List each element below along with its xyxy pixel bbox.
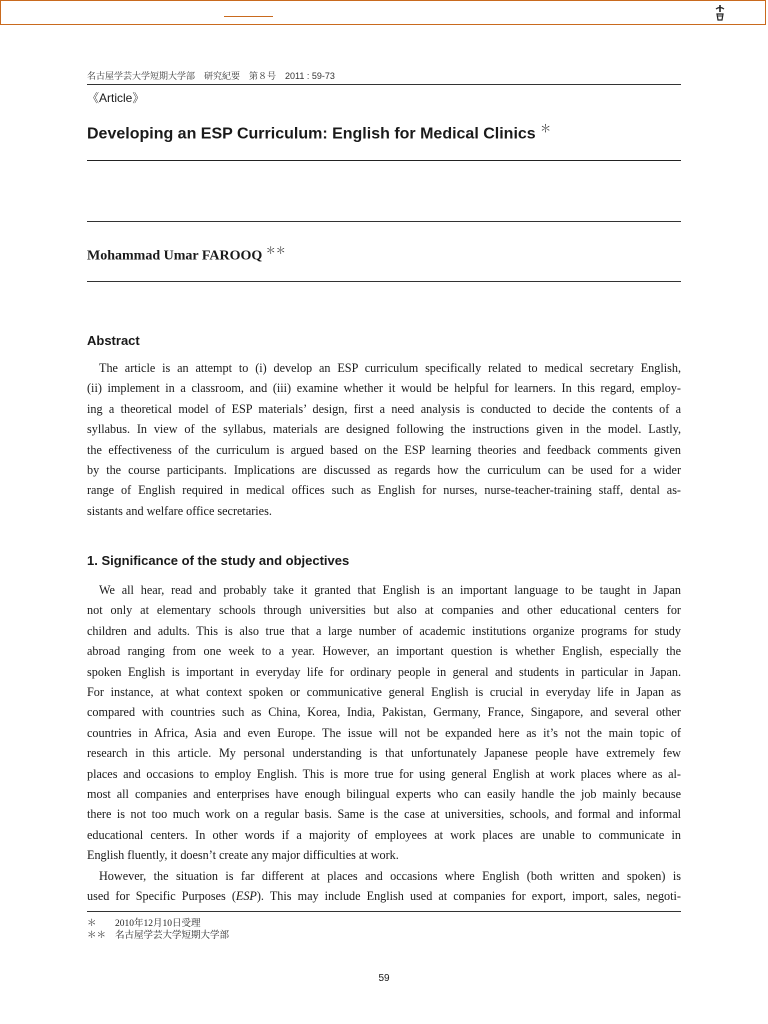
- toolbar-link-underline[interactable]: [224, 16, 273, 17]
- abstract-line: (ii) implement in a classroom, and (iii) examine whether it would be helpful for learners. In this regard, employ-: [87, 381, 681, 396]
- footnote-mark: ＊＊: [87, 931, 107, 941]
- abstract-body: [87, 358, 681, 521]
- abstract-line: the effectiveness of the curriculum is argued based on the ESP learning theories and feedback comments given: [87, 442, 681, 457]
- body-line: However, the situation is far different at places and occasions where English (both written and spoken) is: [99, 868, 681, 883]
- section-body: [87, 580, 681, 907]
- paper-title: [87, 120, 551, 143]
- footnote-rule: [87, 911, 681, 912]
- author-top-rule: [87, 221, 681, 222]
- footnote-mark: ＊: [87, 919, 97, 929]
- title-footnote-mark: ＊: [540, 123, 552, 135]
- abstract-line: by the course participants. Implications are discussed as regards how the curriculum can be used for a wider: [87, 463, 681, 478]
- author-name-text: Mohammad Umar FAROOQ: [87, 248, 263, 264]
- abstract-line: ing a theoretical model of ESP materials’ design, first a need analysis is conducted to decide the contents of a: [87, 401, 681, 416]
- body-line: educational centers. In other words if a majority of employees at work places are unable to communicate in: [87, 827, 681, 842]
- author-bottom-rule: [87, 281, 681, 282]
- body-line: there is not too much work on a regular basis. Same is the case at universities, schools, and formal and informal: [87, 807, 681, 822]
- paper-title-text: Developing an ESP Curriculum: English for Medical Clinics: [87, 125, 536, 143]
- journal-citation: 名古屋学芸大学短期大学部 研究紀要 第８号 2011 : 59-73: [87, 71, 335, 81]
- page-number: 59: [378, 973, 390, 984]
- abstract-line: range of English required in medical offices such as English for nurses, nurse-teacher-training staff, dental as-: [87, 483, 681, 498]
- body-line: We all hear, read and probably take it granted that English is an important language to be taught in Japan: [99, 583, 681, 597]
- footnote-text: 名古屋学芸大学短期大学部: [115, 931, 230, 941]
- body-line: spoken English is important in everyday life for ordinary people in general and students in particular in Japan.: [87, 664, 681, 679]
- body-line: abroad ranging from one week to a year. However, an important question is whether English, especially the: [87, 644, 681, 659]
- title-rule: [87, 160, 681, 161]
- author-footnote-mark: ＊＊: [265, 246, 286, 257]
- abstract-heading: Abstract: [87, 333, 140, 348]
- pen-nib-icon[interactable]: [710, 3, 730, 23]
- body-line: countries in Africa, Asia and even Europe. The issue will not be expanded here as it’s not the main topic of: [87, 725, 681, 740]
- abstract-line: The article is an attempt to (i) develop an ESP curriculum specifically related to medical secretary English,: [99, 361, 681, 375]
- body-line: compared with countries such as China, Korea, India, Pakistan, Germany, France, Singapore, and several other: [87, 705, 681, 720]
- esp-emphasis: ESP: [235, 889, 257, 904]
- article-type-label: 《Article》: [87, 91, 145, 105]
- footnote-text: 2010年12月10日受理: [115, 919, 201, 929]
- section-heading: 1. Significance of the study and objectives: [87, 553, 350, 568]
- footnote-item: [87, 927, 229, 941]
- body-line: used for Specific Purposes (ESP). This may include English used at companies for export, import, sales, negoti-: [87, 889, 681, 904]
- author-name: [87, 242, 286, 265]
- body-line: research in this article. My personal understanding is that unfortunately Japanese people have extremely few: [87, 746, 681, 761]
- header-rule: [87, 84, 681, 85]
- body-line: places and occasions to employ English. This is more true for using general English at work places where as al-: [87, 766, 681, 781]
- body-line: English fluently, it doesn’t create any major difficulties at work.: [87, 848, 399, 863]
- body-line: most all companies and enterprises have enough bilingual experts who can easily handle the job mainly because: [87, 787, 681, 802]
- body-line: not only at elementary schools through universities but also at companies and other educational centers for: [87, 603, 681, 618]
- viewer-toolbar: [0, 0, 766, 25]
- body-line: For instance, at what context spoken or communicative general English is crucial in everyday life in Japan as: [87, 685, 681, 700]
- abstract-line: sistants and welfare office secretaries.: [87, 503, 272, 518]
- body-line: children and adults. This is also true that a large number of academic institutions organize programs for study: [87, 623, 681, 638]
- abstract-line: syllabus. In view of the syllabus, materials are designed following the instructions given in the model. Lastly,: [87, 422, 681, 437]
